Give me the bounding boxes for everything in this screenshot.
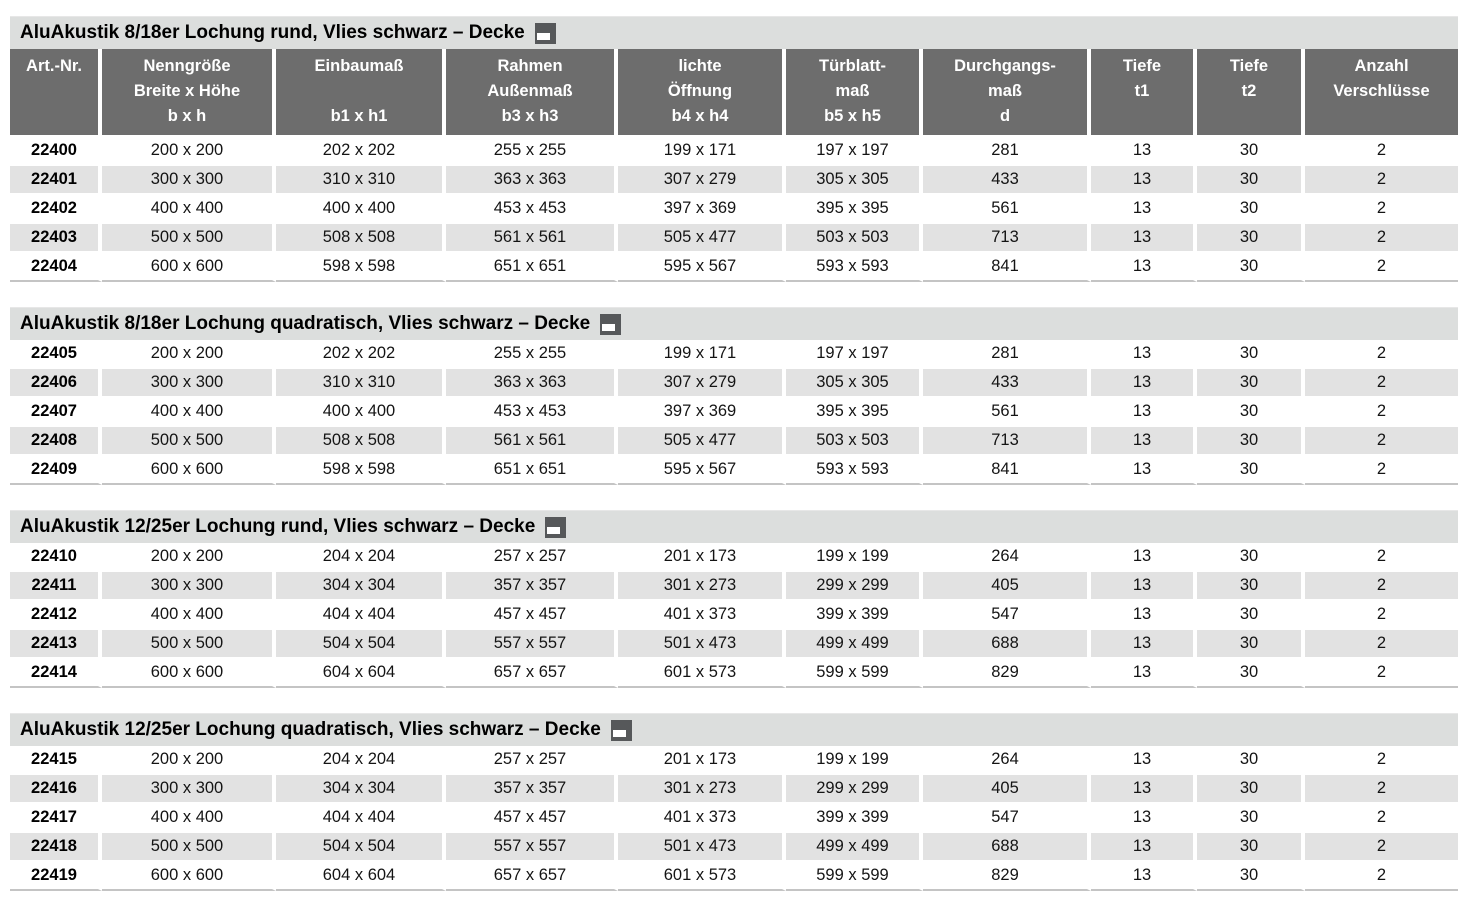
art-nr-cell: 22400	[10, 137, 102, 166]
value-cell: 30	[1197, 398, 1305, 427]
value-cell: 593 x 593	[786, 456, 923, 485]
value-cell: 604 x 604	[276, 862, 446, 891]
value-cell: 13	[1091, 166, 1197, 195]
ceiling-panel-icon-opening	[613, 730, 626, 737]
table-row	[10, 862, 1458, 891]
value-cell: 600 x 600	[102, 862, 276, 891]
product-section	[10, 510, 1458, 688]
value-cell: 561	[923, 195, 1091, 224]
value-cell: 13	[1091, 804, 1197, 833]
value-cell: 688	[923, 833, 1091, 862]
value-cell: 841	[923, 253, 1091, 282]
value-cell: 2	[1305, 253, 1458, 282]
value-cell: 264	[923, 746, 1091, 775]
value-cell: 201 x 173	[618, 746, 786, 775]
ceiling-panel-icon-opening	[537, 33, 550, 40]
section-title: AluAkustik 12/25er Lochung quadratisch, Vlies schwarz – Decke	[20, 719, 601, 740]
value-cell: 30	[1197, 833, 1305, 862]
value-cell: 397 x 369	[618, 398, 786, 427]
value-cell: 503 x 503	[786, 427, 923, 456]
value-cell: 600 x 600	[102, 659, 276, 688]
value-cell: 199 x 199	[786, 746, 923, 775]
value-cell: 299 x 299	[786, 572, 923, 601]
value-cell: 508 x 508	[276, 427, 446, 456]
value-cell: 204 x 204	[276, 543, 446, 572]
value-cell: 599 x 599	[786, 659, 923, 688]
ceiling-panel-icon	[600, 314, 621, 335]
value-cell: 2	[1305, 137, 1458, 166]
column-header-line: Verschlüsse	[1333, 82, 1430, 100]
value-cell: 505 x 477	[618, 224, 786, 253]
art-nr-cell: 22416	[10, 775, 102, 804]
value-cell: 30	[1197, 630, 1305, 659]
column-header-line: Öffnung	[667, 82, 733, 100]
value-cell: 595 x 567	[618, 253, 786, 282]
value-cell: 453 x 453	[446, 195, 618, 224]
ceiling-panel-icon	[545, 517, 566, 538]
table-row	[10, 746, 1458, 775]
table-row	[10, 833, 1458, 862]
column-header-line: d	[999, 107, 1011, 125]
value-cell: 2	[1305, 195, 1458, 224]
value-cell: 204 x 204	[276, 746, 446, 775]
table-row	[10, 166, 1458, 195]
value-cell: 2	[1305, 862, 1458, 891]
ceiling-panel-icon-opening	[602, 324, 615, 331]
value-cell: 2	[1305, 746, 1458, 775]
column-header	[446, 49, 618, 137]
value-cell: 13	[1091, 746, 1197, 775]
value-cell: 561 x 561	[446, 224, 618, 253]
value-cell: 2	[1305, 340, 1458, 369]
art-nr-cell: 22411	[10, 572, 102, 601]
value-cell: 504 x 504	[276, 630, 446, 659]
value-cell: 397 x 369	[618, 195, 786, 224]
table-row	[10, 195, 1458, 224]
value-cell: 2	[1305, 166, 1458, 195]
value-cell: 400 x 400	[276, 195, 446, 224]
value-cell: 2	[1305, 804, 1458, 833]
value-cell: 30	[1197, 427, 1305, 456]
column-header-line: maß	[988, 82, 1022, 100]
art-nr-cell: 22415	[10, 746, 102, 775]
value-cell: 500 x 500	[102, 630, 276, 659]
value-cell: 2	[1305, 601, 1458, 630]
value-cell: 433	[923, 166, 1091, 195]
value-cell: 202 x 202	[276, 137, 446, 166]
value-cell: 304 x 304	[276, 572, 446, 601]
column-header	[1091, 49, 1197, 137]
art-nr-cell: 22417	[10, 804, 102, 833]
value-cell: 557 x 557	[446, 630, 618, 659]
column-header-line: lichte	[678, 57, 722, 75]
value-cell: 281	[923, 340, 1091, 369]
column-header	[10, 49, 102, 137]
value-cell: 601 x 573	[618, 659, 786, 688]
value-cell: 433	[923, 369, 1091, 398]
value-cell: 307 x 279	[618, 166, 786, 195]
value-cell: 598 x 598	[276, 253, 446, 282]
value-cell: 300 x 300	[102, 572, 276, 601]
column-header-line: b x h	[167, 107, 207, 125]
value-cell: 30	[1197, 572, 1305, 601]
value-cell: 829	[923, 862, 1091, 891]
value-cell: 651 x 651	[446, 456, 618, 485]
value-cell: 30	[1197, 253, 1305, 282]
value-cell: 2	[1305, 543, 1458, 572]
value-cell: 299 x 299	[786, 775, 923, 804]
table-row	[10, 601, 1458, 630]
value-cell: 30	[1197, 659, 1305, 688]
table-row	[10, 427, 1458, 456]
value-cell: 2	[1305, 572, 1458, 601]
column-header-line	[1305, 104, 1458, 129]
table-row	[10, 224, 1458, 253]
column-header-line: maß	[835, 82, 870, 100]
value-cell: 281	[923, 137, 1091, 166]
product-table	[10, 340, 1458, 485]
value-cell: 264	[923, 543, 1091, 572]
value-cell: 13	[1091, 833, 1197, 862]
product-section	[10, 713, 1458, 891]
art-nr-cell: 22413	[10, 630, 102, 659]
art-nr-cell: 22405	[10, 340, 102, 369]
value-cell: 30	[1197, 137, 1305, 166]
value-cell: 500 x 500	[102, 833, 276, 862]
column-header	[923, 49, 1091, 137]
column-header-line: Tiefe	[1122, 57, 1162, 75]
value-cell: 395 x 395	[786, 195, 923, 224]
value-cell: 561 x 561	[446, 427, 618, 456]
value-cell: 500 x 500	[102, 224, 276, 253]
value-cell: 363 x 363	[446, 369, 618, 398]
art-nr-cell: 22407	[10, 398, 102, 427]
value-cell: 30	[1197, 166, 1305, 195]
value-cell: 307 x 279	[618, 369, 786, 398]
value-cell: 13	[1091, 369, 1197, 398]
value-cell: 593 x 593	[786, 253, 923, 282]
value-cell: 199 x 171	[618, 340, 786, 369]
value-cell: 30	[1197, 804, 1305, 833]
column-header-line: Durchgangs-	[954, 57, 1056, 75]
table-row	[10, 804, 1458, 833]
value-cell: 30	[1197, 775, 1305, 804]
section-title-bar	[10, 16, 1458, 49]
value-cell: 499 x 499	[786, 833, 923, 862]
value-cell: 30	[1197, 195, 1305, 224]
value-cell: 399 x 399	[786, 601, 923, 630]
value-cell: 304 x 304	[276, 775, 446, 804]
art-nr-cell: 22418	[10, 833, 102, 862]
value-cell: 13	[1091, 601, 1197, 630]
value-cell: 305 x 305	[786, 166, 923, 195]
value-cell: 30	[1197, 746, 1305, 775]
art-nr-cell: 22409	[10, 456, 102, 485]
value-cell: 2	[1305, 369, 1458, 398]
value-cell: 301 x 273	[618, 775, 786, 804]
value-cell: 713	[923, 224, 1091, 253]
art-nr-cell: 22402	[10, 195, 102, 224]
product-section	[10, 16, 1458, 282]
column-header-line	[276, 79, 442, 104]
value-cell: 657 x 657	[446, 659, 618, 688]
column-header-line: Anzahl	[1354, 57, 1409, 75]
value-cell: 255 x 255	[446, 340, 618, 369]
value-cell: 363 x 363	[446, 166, 618, 195]
table-row	[10, 398, 1458, 427]
value-cell: 257 x 257	[446, 746, 618, 775]
value-cell: 30	[1197, 456, 1305, 485]
column-header	[276, 49, 446, 137]
column-header-line: Einbaumaß	[314, 57, 404, 75]
table-row	[10, 775, 1458, 804]
value-cell: 13	[1091, 862, 1197, 891]
value-cell: 199 x 199	[786, 543, 923, 572]
table-header-row	[10, 49, 1458, 137]
value-cell: 357 x 357	[446, 775, 618, 804]
value-cell: 400 x 400	[102, 398, 276, 427]
column-header-line	[10, 104, 98, 129]
value-cell: 600 x 600	[102, 456, 276, 485]
value-cell: 30	[1197, 369, 1305, 398]
table-row	[10, 340, 1458, 369]
column-header	[102, 49, 276, 137]
column-header	[1197, 49, 1305, 137]
value-cell: 688	[923, 630, 1091, 659]
value-cell: 201 x 173	[618, 543, 786, 572]
column-header-line: Nenngröße	[143, 57, 231, 75]
value-cell: 357 x 357	[446, 572, 618, 601]
value-cell: 300 x 300	[102, 369, 276, 398]
value-cell: 200 x 200	[102, 340, 276, 369]
value-cell: 501 x 473	[618, 630, 786, 659]
value-cell: 395 x 395	[786, 398, 923, 427]
value-cell: 598 x 598	[276, 456, 446, 485]
value-cell: 595 x 567	[618, 456, 786, 485]
value-cell: 505 x 477	[618, 427, 786, 456]
value-cell: 561	[923, 398, 1091, 427]
section-title-bar	[10, 510, 1458, 543]
value-cell: 829	[923, 659, 1091, 688]
value-cell: 453 x 453	[446, 398, 618, 427]
ceiling-panel-icon	[535, 23, 556, 44]
table-row	[10, 456, 1458, 485]
table-row	[10, 137, 1458, 166]
section-title: AluAkustik 8/18er Lochung rund, Vlies schwarz – Decke	[20, 22, 525, 43]
art-nr-cell: 22410	[10, 543, 102, 572]
value-cell: 300 x 300	[102, 775, 276, 804]
value-cell: 305 x 305	[786, 369, 923, 398]
table-row	[10, 659, 1458, 688]
value-cell: 30	[1197, 340, 1305, 369]
value-cell: 13	[1091, 340, 1197, 369]
value-cell: 557 x 557	[446, 833, 618, 862]
column-header-line: b5 x h5	[824, 107, 881, 125]
column-header-line: b3 x h3	[501, 107, 559, 125]
value-cell: 300 x 300	[102, 166, 276, 195]
art-nr-cell: 22404	[10, 253, 102, 282]
value-cell: 2	[1305, 427, 1458, 456]
value-cell: 657 x 657	[446, 862, 618, 891]
value-cell: 599 x 599	[786, 862, 923, 891]
product-table	[10, 543, 1458, 688]
value-cell: 405	[923, 775, 1091, 804]
column-header	[618, 49, 786, 137]
value-cell: 457 x 457	[446, 601, 618, 630]
value-cell: 503 x 503	[786, 224, 923, 253]
column-header-line: b4 x h4	[671, 107, 729, 125]
art-nr-cell: 22408	[10, 427, 102, 456]
value-cell: 310 x 310	[276, 166, 446, 195]
value-cell: 310 x 310	[276, 369, 446, 398]
value-cell: 13	[1091, 137, 1197, 166]
value-cell: 547	[923, 804, 1091, 833]
value-cell: 2	[1305, 630, 1458, 659]
value-cell: 2	[1305, 775, 1458, 804]
product-table	[10, 49, 1458, 282]
value-cell: 405	[923, 572, 1091, 601]
value-cell: 202 x 202	[276, 340, 446, 369]
column-header-line: Außenmaß	[487, 82, 573, 100]
column-header-line	[1197, 104, 1301, 129]
column-header	[786, 49, 923, 137]
column-header-line	[10, 79, 98, 104]
value-cell: 257 x 257	[446, 543, 618, 572]
value-cell: 400 x 400	[102, 804, 276, 833]
value-cell: 30	[1197, 543, 1305, 572]
column-header-line: Türblatt-	[819, 57, 886, 75]
value-cell: 13	[1091, 253, 1197, 282]
column-header-line	[1091, 104, 1193, 129]
value-cell: 600 x 600	[102, 253, 276, 282]
value-cell: 13	[1091, 427, 1197, 456]
column-header-line: t2	[1241, 82, 1257, 100]
column-header-line: Art.-Nr.	[26, 57, 82, 75]
table-row	[10, 253, 1458, 282]
value-cell: 500 x 500	[102, 427, 276, 456]
value-cell: 547	[923, 601, 1091, 630]
value-cell: 601 x 573	[618, 862, 786, 891]
value-cell: 651 x 651	[446, 253, 618, 282]
value-cell: 13	[1091, 572, 1197, 601]
art-nr-cell: 22419	[10, 862, 102, 891]
value-cell: 400 x 400	[102, 195, 276, 224]
value-cell: 400 x 400	[102, 601, 276, 630]
value-cell: 401 x 373	[618, 601, 786, 630]
art-nr-cell: 22412	[10, 601, 102, 630]
value-cell: 30	[1197, 601, 1305, 630]
value-cell: 13	[1091, 659, 1197, 688]
value-cell: 13	[1091, 224, 1197, 253]
value-cell: 200 x 200	[102, 137, 276, 166]
table-row	[10, 369, 1458, 398]
value-cell: 2	[1305, 833, 1458, 862]
value-cell: 255 x 255	[446, 137, 618, 166]
section-title: AluAkustik 12/25er Lochung rund, Vlies schwarz – Decke	[20, 516, 536, 537]
section-title-bar	[10, 307, 1458, 340]
value-cell: 199 x 171	[618, 137, 786, 166]
table-row	[10, 630, 1458, 659]
value-cell: 457 x 457	[446, 804, 618, 833]
ceiling-panel-icon	[611, 720, 632, 741]
column-header-line: b1 x h1	[330, 107, 388, 125]
value-cell: 401 x 373	[618, 804, 786, 833]
value-cell: 499 x 499	[786, 630, 923, 659]
value-cell: 200 x 200	[102, 746, 276, 775]
value-cell: 197 x 197	[786, 340, 923, 369]
value-cell: 13	[1091, 398, 1197, 427]
value-cell: 30	[1197, 224, 1305, 253]
value-cell: 13	[1091, 543, 1197, 572]
art-nr-cell: 22414	[10, 659, 102, 688]
section-title: AluAkustik 8/18er Lochung quadratisch, Vlies schwarz – Decke	[20, 313, 591, 334]
value-cell: 399 x 399	[786, 804, 923, 833]
value-cell: 841	[923, 456, 1091, 485]
value-cell: 30	[1197, 862, 1305, 891]
value-cell: 604 x 604	[276, 659, 446, 688]
art-nr-cell: 22401	[10, 166, 102, 195]
value-cell: 13	[1091, 630, 1197, 659]
table-row	[10, 572, 1458, 601]
table-row	[10, 543, 1458, 572]
column-header	[1305, 49, 1458, 137]
value-cell: 713	[923, 427, 1091, 456]
art-nr-cell: 22406	[10, 369, 102, 398]
value-cell: 404 x 404	[276, 804, 446, 833]
value-cell: 400 x 400	[276, 398, 446, 427]
value-cell: 508 x 508	[276, 224, 446, 253]
value-cell: 200 x 200	[102, 543, 276, 572]
value-cell: 2	[1305, 456, 1458, 485]
value-cell: 501 x 473	[618, 833, 786, 862]
column-header-line: Breite x Höhe	[133, 82, 241, 100]
column-header-line: t1	[1134, 82, 1150, 100]
section-title-bar	[10, 713, 1458, 746]
value-cell: 13	[1091, 775, 1197, 804]
value-cell: 13	[1091, 456, 1197, 485]
value-cell: 2	[1305, 224, 1458, 253]
value-cell: 301 x 273	[618, 572, 786, 601]
value-cell: 13	[1091, 195, 1197, 224]
column-header-line: Rahmen	[497, 57, 563, 75]
catalog-page	[10, 16, 1458, 891]
product-section	[10, 307, 1458, 485]
product-table	[10, 746, 1458, 891]
value-cell: 2	[1305, 398, 1458, 427]
value-cell: 2	[1305, 659, 1458, 688]
value-cell: 404 x 404	[276, 601, 446, 630]
ceiling-panel-icon-opening	[547, 527, 560, 534]
value-cell: 197 x 197	[786, 137, 923, 166]
column-header-line: Tiefe	[1229, 57, 1269, 75]
art-nr-cell: 22403	[10, 224, 102, 253]
value-cell: 504 x 504	[276, 833, 446, 862]
